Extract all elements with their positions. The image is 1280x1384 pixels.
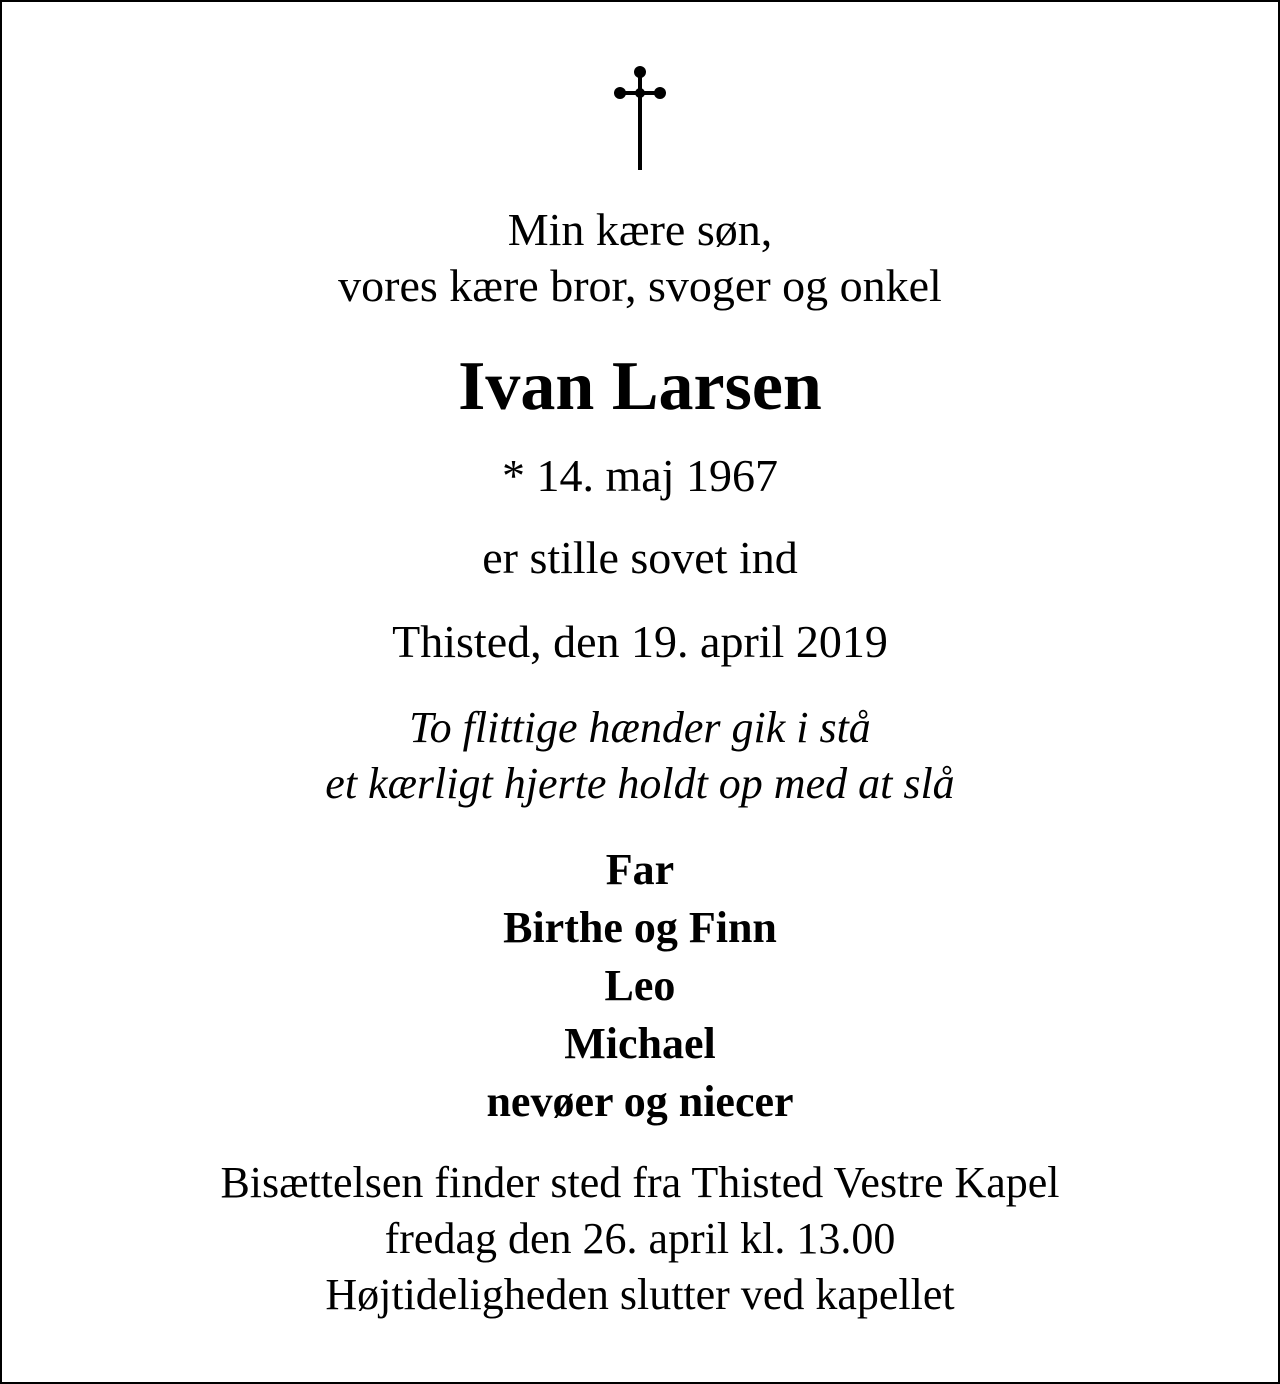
family-member: Leo: [604, 961, 676, 1010]
funeral-line: Højtideligheden slutter ved kapellet: [325, 1270, 955, 1319]
family-member: Michael: [564, 1019, 716, 1068]
funeral-line: Bisættelsen finder sted fra Thisted Vestre Kapel: [220, 1158, 1060, 1207]
family-signatures: [2, 841, 1278, 1131]
cross-icon: [614, 64, 666, 172]
deceased-name: Ivan Larsen: [458, 348, 822, 425]
intro-line: vores kære bror, svoger og onkel: [338, 260, 942, 311]
funeral-details: [2, 1155, 1278, 1323]
intro-text: [2, 202, 1278, 314]
family-member: nevøer og niecer: [486, 1077, 794, 1126]
birth-date: * 14. maj 1967: [502, 450, 778, 501]
place-and-date: Thisted, den 19. april 2019: [392, 616, 888, 667]
funeral-line: fredag den 26. april kl. 13.00: [384, 1214, 896, 1263]
verse-line: et kærligt hjerte holdt op med at slå: [325, 759, 955, 808]
memorial-verse: [2, 700, 1278, 812]
verse-line: To flittige hænder gik i stå: [409, 703, 871, 752]
family-member: Far: [605, 845, 675, 894]
passing-text: er stille sovet ind: [482, 532, 798, 583]
intro-line: Min kære søn,: [507, 204, 773, 255]
family-member: Birthe og Finn: [503, 903, 777, 952]
